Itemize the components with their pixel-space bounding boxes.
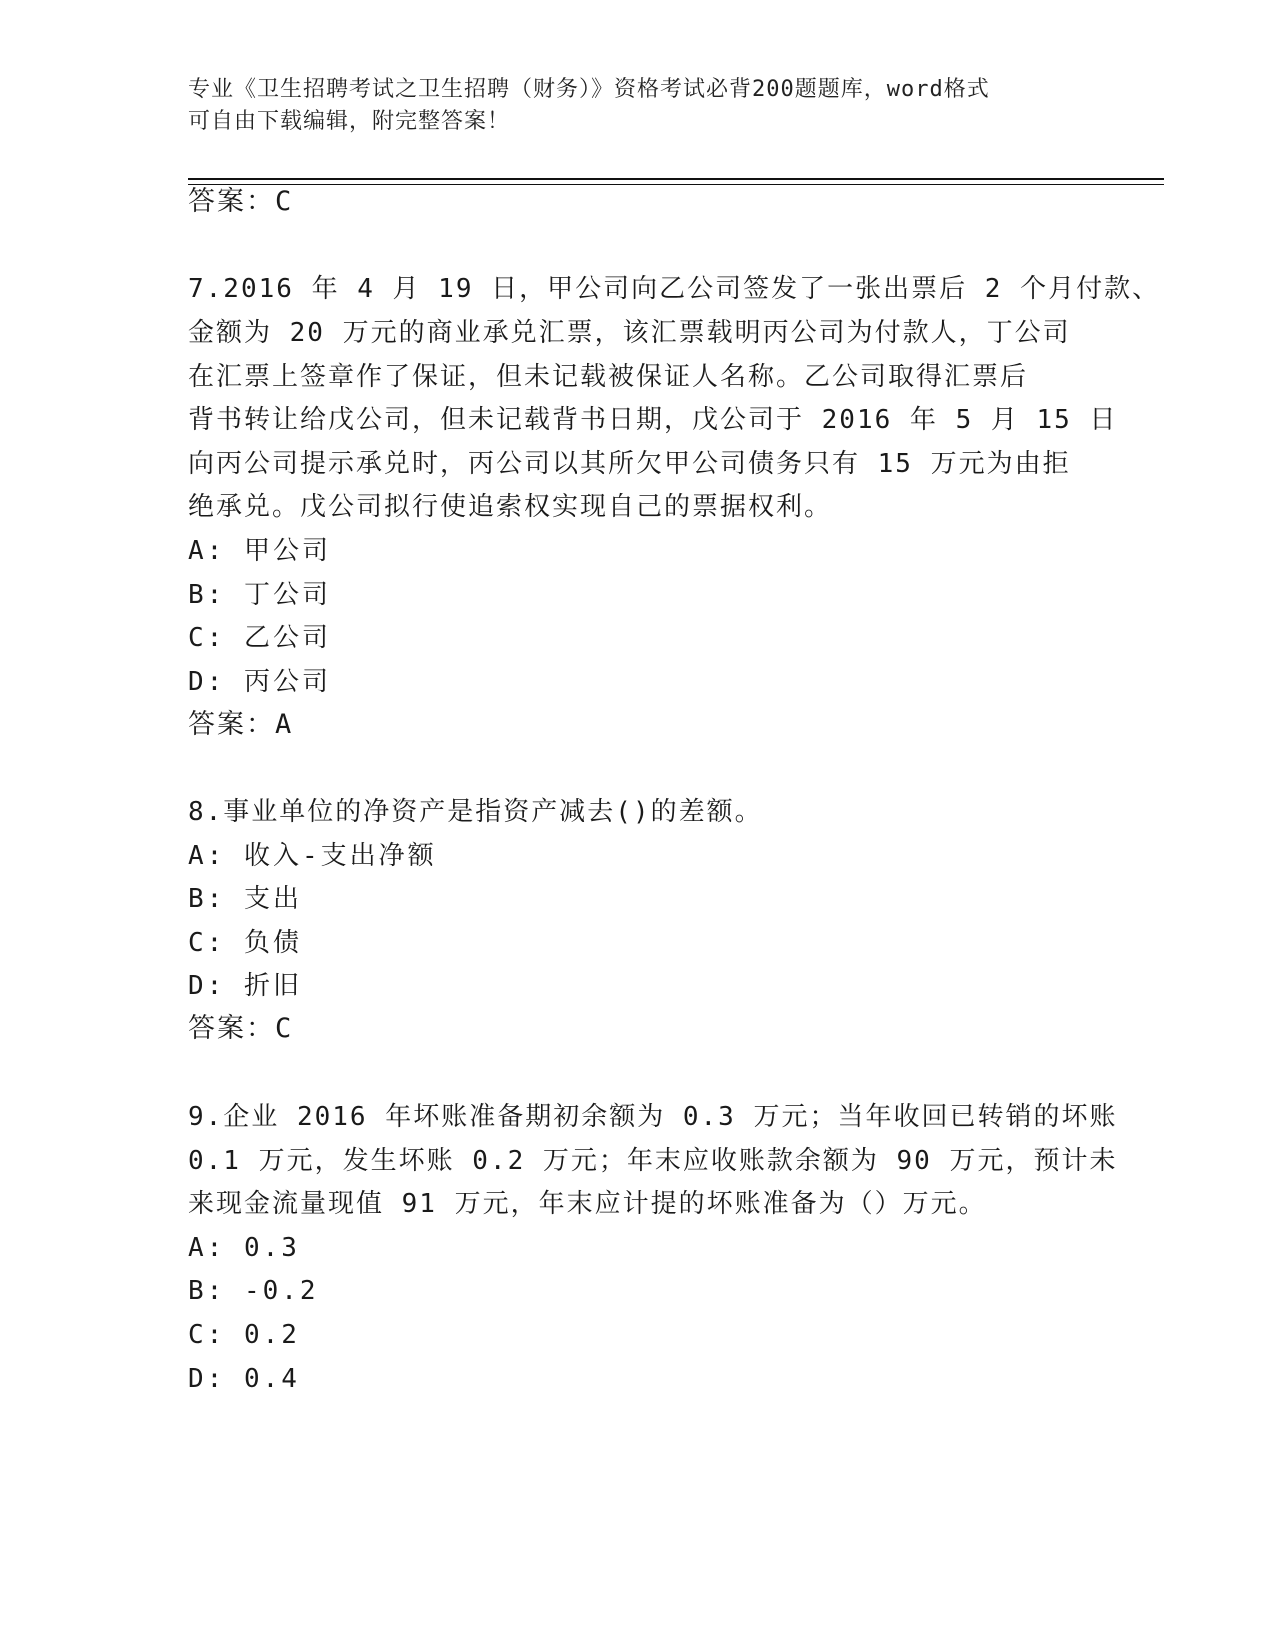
q9-option-c: C: 0.2 (188, 1320, 300, 1350)
q7-text-line: 背书转让给戊公司，但未记载背书日期，戊公司于 2016 年 5 月 15 日 (188, 405, 1118, 435)
q7-text-line: 绝承兑。戊公司拟行使追索权实现自己的票据权利。 (188, 492, 833, 522)
q9-text-line: 0.1 万元，发生坏账 0.2 万元；年末应收账款余额为 90 万元，预计未 (188, 1146, 1118, 1176)
q7-option-d: D: 丙公司 (188, 667, 331, 697)
q9-text-line: 来现金流量现值 91 万元，年末应计提的坏账准备为（）万元。 (188, 1189, 987, 1219)
document-header (188, 74, 1068, 138)
q9-option-a: A: 0.3 (188, 1233, 300, 1263)
q7-text-line: 金额为 20 万元的商业承兑汇票，该汇票载明丙公司为付款人，丁公司 (188, 318, 1071, 348)
header-divider-thick (188, 178, 1164, 180)
header-line-2: 可自由下载编辑，附完整答案！ (188, 109, 511, 134)
q7-answer: 答案：A (188, 709, 294, 740)
q8-option-d: D: 折旧 (188, 971, 302, 1001)
previous-answer: 答案：C (188, 186, 294, 217)
q7-text-line: 7.2016 年 4 月 19 日，甲公司向乙公司签发了一张出票后 2 个月付款、 (188, 274, 1161, 304)
q7-option-c: C: 乙公司 (188, 623, 331, 653)
header-divider-thin (188, 184, 1164, 185)
q8-option-a: A: 收入-支出净额 (188, 841, 437, 871)
q9-option-b: B: -0.2 (188, 1276, 319, 1306)
q7-option-a: A: 甲公司 (188, 536, 331, 566)
header-line-1: 专业《卫生招聘考试之卫生招聘（财务）》资格考试必背200题题库，word格式 (188, 77, 990, 102)
q8-text-line: 8.事业单位的净资产是指资产减去()的差额。 (188, 797, 763, 827)
q7-option-b: B: 丁公司 (188, 580, 331, 610)
q8-option-b: B: 支出 (188, 884, 302, 914)
q7-text-line: 向丙公司提示承兑时，丙公司以其所欠甲公司债务只有 15 万元为由拒 (188, 449, 1071, 479)
q9-option-d: D: 0.4 (188, 1364, 300, 1394)
q8-answer: 答案：C (188, 1013, 294, 1044)
q8-option-c: C: 负债 (188, 928, 302, 958)
q7-text-line: 在汇票上签章作了保证，但未记载被保证人名称。乙公司取得汇票后 (188, 362, 1029, 392)
q9-text-line: 9.企业 2016 年坏账准备期初余额为 0.3 万元；当年收回已转销的坏账 (188, 1102, 1118, 1132)
